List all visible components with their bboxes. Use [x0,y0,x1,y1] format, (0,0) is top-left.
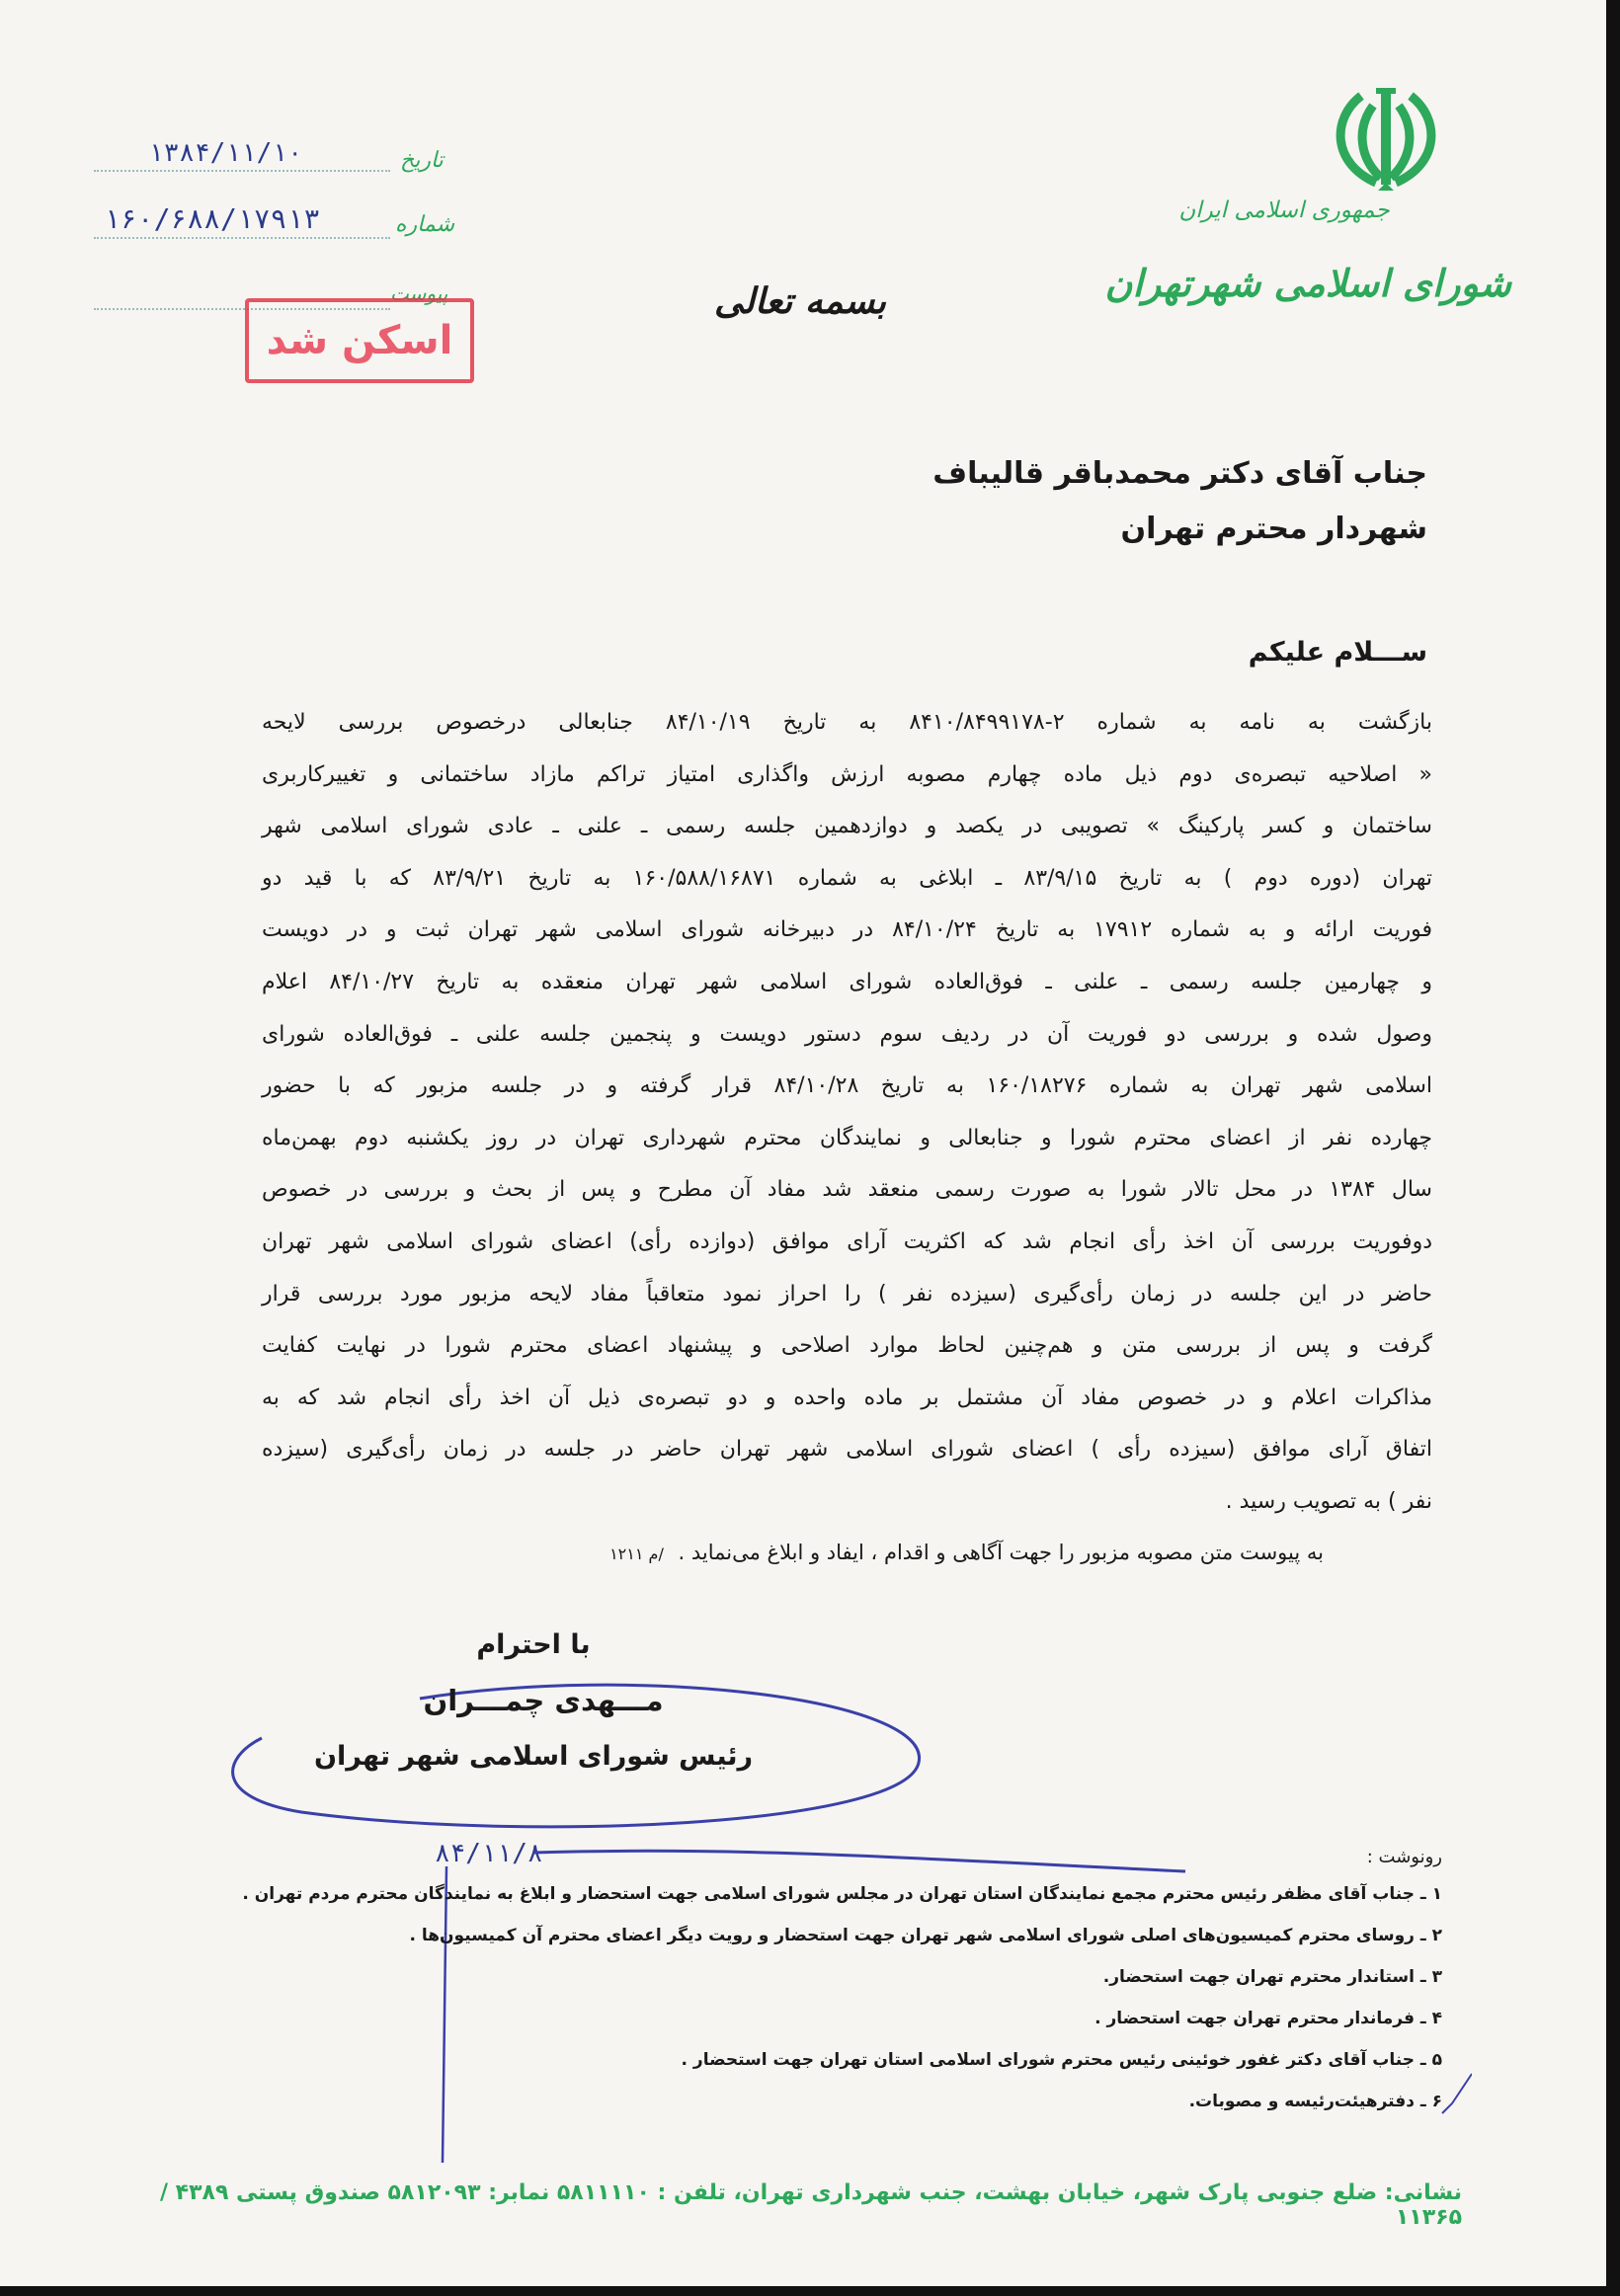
body-line: نفر ) به تصویب رسید . [1225,1488,1432,1514]
iran-emblem-icon [1322,84,1450,193]
body-lines [262,703,1432,1522]
body-line: تهران (دوره دوم ) به تاریخ ۸۳/۹/۱۵ ـ ابلاغی به شماره ۱۶۰/۵۸۸/۱۶۸۷۱ به تاریخ ۸۳/۹/۲۱ که با قید دو [262,865,1432,891]
body-line: دوفوریت بررسی آن اخذ رأی انجام شد که اکثریت آرای موافق (دوازده رأی) اعضای شورای اسلامی شهر تهران [262,1228,1432,1254]
body-line: و چهارمین جلسه رسمی ـ علنی ـ فوق‌العاده شورای اسلامی شهر تهران منعقده به تاریخ ۸۴/۱۰/۲۷ اعلام [262,969,1432,994]
date-value: ۱۳۸۴/۱۱/۱۰ [148,138,303,168]
closing-text: به پیوست متن مصوبه مزبور را جهت آگاهی و اقدام ، ایفاد و ابلاغ می‌نماید . [678,1540,1324,1564]
footer-address: نشانی: ضلع جنوبی پارک شهر، خیابان بهشت، جنب شهرداری تهران، تلفن : ۵۸۱۱۱۱۰ نمابر: ۵۸۱۲۰۹۳ صندوق پستی ۴۳۸۹ / ۱۱۳۶۵ [159,2180,1462,2230]
letterhead [1096,84,1511,351]
body-line: اسلامی شهر تهران به شماره ۱۶۰/۱۸۲۷۶ به تاریخ ۸۴/۱۰/۲۸ قرار گرفته و در جلسه مزبور که با حضور [262,1073,1432,1099]
scan-edge-bottom [0,2286,1620,2296]
date-line [94,170,390,172]
number-line [94,237,390,239]
addressee-name: جناب آقای دکتر محمدباقر قالیباف [932,456,1427,491]
body-line: حاضر در این جلسه در زمان رأی‌گیری (سیزده نفر ) را احراز نمود متعاقباً مفاد لایحه مزبور مورد بررسی قرار [262,1281,1432,1306]
body-line: ساختمان و کسر پارکینگ » تصویبی در یکصد و دوازدهمین جلسه رسمی ـ علنی ـ عادی شورای اسلامی شهر [262,814,1432,839]
addressee-title: شهردار محترم تهران [1120,512,1427,546]
regards: با احترام [476,1629,591,1660]
body-line: مذاکرات اعلام و در خصوص مفاد آن مشتمل بر ماده واحده و دو تبصره‌ی ذیل آن اخذ رأی انجام شد که به [262,1385,1432,1410]
cc-label: رونوشت : [1366,1847,1442,1867]
body-line: فوریت ارائه و به شماره ۱۷۹۱۲ به تاریخ ۸۴/۱۰/۲۴ در دبیرخانه شورای اسلامی شهر تهران ثبت و در دویست [262,917,1433,943]
attachment-label: پیوست [390,281,448,305]
cc-item: ۴ ـ فرماندار محترم تهران جهت استحضار . [1094,2009,1442,2028]
handwritten-date: ۸۴/۱۱/۸ [435,1839,543,1868]
cc-list [168,1881,1442,2130]
invocation: بسمه تعالی [713,281,887,322]
number-value: ۱۶۰/۶۸۸/۱۷۹۱۳ [104,202,321,235]
scan-edge-right [1606,0,1620,2296]
closing-ref: /م ۱۲۱۱ [609,1544,664,1563]
body-line: چهارده نفر از اعضای محترم شورا و جنابعالی و نمایندگان محترم شهرداری تهران در روز یکشنبه دوم بهمن‌ماه [262,1125,1432,1150]
body-line: گرفت و پس از بررسی متن و هم‌چنین لحاظ موارد اصلاحی و پیشنهاد اعضای محترم شورا در نهایت کفایت [262,1333,1432,1359]
date-label: تاریخ [400,148,444,173]
cc-item: ۱ ـ جناب آقای مظفر رئیس محترم مجمع نمایندگان استان تهران در مجلس شورای اسلامی جهت استحضار و ابلاغ به نمایندگان محترم مردم تهران . [242,1884,1442,1904]
cc-item: ۵ ـ جناب آقای دکتر غفور خوئینی رئیس محترم شورای اسلامی استان تهران جهت استحضار . [681,2050,1442,2070]
body-line: سال ۱۳۸۴ در محل تالار شورا به صورت رسمی منعقد شد مفاد آن مطرح و پس از بحث و بررسی در خصوص [262,1177,1432,1203]
body-line: وصول شده و بررسی دو فوریت آن در ردیف سوم دستور دویست و پنجمین جلسه علنی ـ فوق‌العاده شورای [262,1021,1432,1047]
organization-name: شورای اسلامی شهرتهران [1104,262,1511,305]
body-line: بازگشت به نامه به شماره ۲-۸۴۱۰/۸۴۹۹۱۷۸ به تاریخ ۸۴/۱۰/۱۹ جنابعالی درخصوص بررسی لایحه [262,710,1433,735]
cc-item: ۶ ـ دفترهیئت‌رئیسه و مصوبات. [1188,2092,1442,2111]
letter-body [262,703,1432,1571]
body-line: اتفاق آرای موافق (سیزده رأی ) اعضای شورای اسلامی شهر تهران حاضر در جلسه در زمان رأی‌گیری (سیزده [262,1437,1432,1463]
greeting: ســـلام علیکم [1248,637,1427,668]
signatory-name: مـــهدی چمـــران [423,1684,664,1717]
closing-line [262,1536,1432,1571]
signatory-title: رئیس شورای اسلامی شهر تهران [313,1741,754,1772]
country-name: جمهوری اسلامی ایران [1178,198,1390,223]
number-label: شماره [395,212,455,237]
scanned-stamp: اسکن شد [245,298,474,383]
body-line: « اصلاحیه تبصره‌ی دوم ذیل ماده چهارم مصوبه ارزش واگذاری امتیاز تراکم مازاد ساختمانی و تغییرکاربری [262,761,1432,787]
cc-item: ۲ ـ روسای محترم کمیسیون‌های اصلی شورای اسلامی شهر تهران جهت استحضار و رویت دیگر اعضای محترم آن کمیسیون‌ها . [409,1926,1442,1945]
cc-item: ۳ ـ استاندار محترم تهران جهت استحضار. [1102,1967,1442,1987]
